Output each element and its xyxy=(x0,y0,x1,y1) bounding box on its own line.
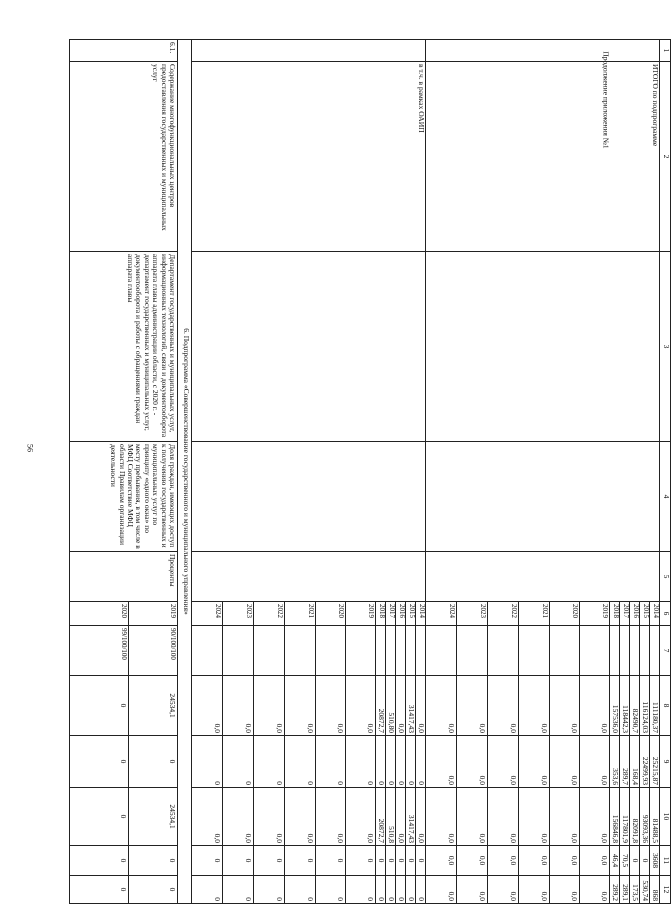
appendix-header-note: Продолжение приложения №1 xyxy=(601,51,611,149)
target-empty xyxy=(457,626,488,676)
item-indicator: Доля граждан, имеющих доступ к получению государственных и муниципальных услуг по принципу «одного окна» по месту пребывания, в том числе в МФЦ Соответствие МФЦ области Правилам организации деятельности xyxy=(70,442,178,552)
federal-cell: 0,0 xyxy=(519,736,550,788)
regional-cell: 0,0 xyxy=(223,788,254,846)
local-cell: 0 xyxy=(406,846,416,876)
local-cell: 0,0 xyxy=(488,846,519,876)
col-num-9: 9 xyxy=(660,736,671,788)
year-cell: 2023 xyxy=(223,602,254,626)
regional-cell: 82091,8 xyxy=(630,788,640,846)
target-empty xyxy=(192,626,223,676)
target-empty xyxy=(346,626,376,676)
total-cell: 0,0 xyxy=(426,676,457,736)
total-cell: 0,0 xyxy=(396,676,406,736)
federal-cell: 25215,87 xyxy=(650,736,660,788)
total-cell: 0,0 xyxy=(550,676,580,736)
total-cell: 111180,37 xyxy=(650,676,660,736)
total-cell: 0,0 xyxy=(192,676,223,736)
year-cell: 2021 xyxy=(519,602,550,626)
item-name: Содержание многофункциональных центров предоставления государственных и муниципальных услуг xyxy=(70,62,178,252)
total-cell: 0,0 xyxy=(457,676,488,736)
target-empty xyxy=(285,626,316,676)
extra-cell: 289,1 xyxy=(620,876,630,904)
regional-cell: 31417,43 xyxy=(406,788,416,846)
item-row xyxy=(129,40,178,904)
local-cell: 0,0 xyxy=(580,846,610,876)
year-cell: 2022 xyxy=(254,602,285,626)
regional-cell: 0,0 xyxy=(396,788,406,846)
target-empty xyxy=(620,626,630,676)
local-cell: 0 xyxy=(396,846,406,876)
extra-cell: 0 xyxy=(386,876,396,904)
total-cell: 0,0 xyxy=(254,676,285,736)
regional-cell: 0,0 xyxy=(457,788,488,846)
row-number-empty xyxy=(192,40,426,62)
extra-cell: 868 xyxy=(650,876,660,904)
budget-table xyxy=(69,39,671,904)
extra-cell: 0,0 xyxy=(426,876,457,904)
federal-cell: 0,0 xyxy=(488,736,519,788)
local-cell: 0 xyxy=(254,846,285,876)
target-empty xyxy=(630,626,640,676)
federal-cell: 0 xyxy=(70,736,129,788)
item-unit: Проценты xyxy=(70,552,178,602)
total-cell: 0,0 xyxy=(316,676,346,736)
total-cell: 157536,0 xyxy=(610,676,620,736)
local-cell: 0 xyxy=(192,846,223,876)
col-num-12: 12 xyxy=(660,876,671,904)
indicator-empty xyxy=(192,442,426,552)
year-cell: 2018 xyxy=(376,602,386,626)
local-cell: 0 xyxy=(630,846,640,876)
extra-cell: 0 xyxy=(406,876,416,904)
local-cell: 0 xyxy=(285,846,316,876)
local-cell: 0 xyxy=(70,846,129,876)
col-num-4: 4 xyxy=(660,442,671,552)
indicator-empty xyxy=(426,442,660,552)
col-num-5: 5 xyxy=(660,552,671,602)
page-number: 56 xyxy=(25,444,35,452)
federal-cell: 289,7 xyxy=(620,736,630,788)
federal-cell: 0,0 xyxy=(426,736,457,788)
target-empty xyxy=(376,626,386,676)
extra-cell: 0,0 xyxy=(580,876,610,904)
subprogram-total-label: ИТОГО по подпрограмме xyxy=(426,62,660,252)
federal-cell: 0 xyxy=(396,736,406,788)
total-cell: 0,0 xyxy=(488,676,519,736)
year-cell: 2021 xyxy=(285,602,316,626)
local-cell: 0 xyxy=(640,846,650,876)
federal-cell: 0 xyxy=(386,736,396,788)
item-number: 6.1. xyxy=(70,40,178,62)
local-cell: 3608 xyxy=(650,846,660,876)
regional-cell: 0,0 xyxy=(192,788,223,846)
row-number-empty xyxy=(426,40,660,62)
regional-cell: 156846,8 xyxy=(610,788,620,846)
col-num-3: 3 xyxy=(660,252,671,442)
year-cell: 2022 xyxy=(488,602,519,626)
local-cell: 0 xyxy=(129,846,178,876)
total-cell: 116124,03 xyxy=(640,676,650,736)
extra-cell: 0,0 xyxy=(488,876,519,904)
year-cell: 2016 xyxy=(630,602,640,626)
total-cell: 0,0 xyxy=(346,676,376,736)
federal-cell: 0,0 xyxy=(457,736,488,788)
total-cell: 0,0 xyxy=(285,676,316,736)
unit-empty xyxy=(426,552,660,602)
federal-cell: 0 xyxy=(316,736,346,788)
extra-cell: 0 xyxy=(223,876,254,904)
regional-cell: 0,0 xyxy=(580,788,610,846)
extra-cell: 0 xyxy=(285,876,316,904)
local-cell: 0,0 xyxy=(457,846,488,876)
extra-cell: 0 xyxy=(416,876,426,904)
extra-cell: 0 xyxy=(129,876,178,904)
year-cell: 2023 xyxy=(457,602,488,626)
federal-cell: 353,6 xyxy=(610,736,620,788)
target-empty xyxy=(396,626,406,676)
rotated-table-container xyxy=(93,39,671,903)
target-empty xyxy=(640,626,650,676)
unit-empty xyxy=(192,552,426,602)
target-empty xyxy=(550,626,580,676)
federal-cell: 0 xyxy=(129,736,178,788)
regional-cell: 117801,9 xyxy=(620,788,630,846)
total-cell: 510,80 xyxy=(386,676,396,736)
local-cell: 70,5 xyxy=(620,846,630,876)
extra-cell: 0 xyxy=(396,876,406,904)
federal-cell: 0,0 xyxy=(550,736,580,788)
col-num-1: 1 xyxy=(660,40,671,62)
executor-empty xyxy=(426,252,660,442)
extra-cell: 0,0 xyxy=(519,876,550,904)
target-empty xyxy=(488,626,519,676)
regional-cell: 0,0 xyxy=(488,788,519,846)
regional-cell: 0 xyxy=(70,788,129,846)
local-cell: 0,0 xyxy=(426,846,457,876)
section-title-row xyxy=(178,40,192,904)
year-cell: 2015 xyxy=(406,602,416,626)
year-cell: 2020 xyxy=(316,602,346,626)
target-empty xyxy=(386,626,396,676)
total-cell: 0,0 xyxy=(519,676,550,736)
col-num-8: 8 xyxy=(660,676,671,736)
federal-cell: 0 xyxy=(192,736,223,788)
year-cell: 2020 xyxy=(550,602,580,626)
target-empty xyxy=(519,626,550,676)
regional-cell: 0,0 xyxy=(550,788,580,846)
item-executor: Департамент государственных и муниципальных услуг, информационных технологий, связи и документооборота аппарата главы администрации области, с 2020 г. - департамент государственных и муниципальных услуг, документооборота и работы с обращениями граждан аппарата главы xyxy=(70,252,178,442)
regional-cell: 0,0 xyxy=(416,788,426,846)
local-cell: 0 xyxy=(386,846,396,876)
regional-cell: 510,8 xyxy=(386,788,396,846)
year-cell: 2024 xyxy=(192,602,223,626)
column-number-row xyxy=(660,40,671,904)
col-num-2: 2 xyxy=(660,62,671,252)
total-cell: 118442,3 xyxy=(620,676,630,736)
local-cell: 0 xyxy=(316,846,346,876)
regional-cell: 0,0 xyxy=(316,788,346,846)
col-num-6: 6 xyxy=(660,602,671,626)
total-cell: 0,0 xyxy=(223,676,254,736)
federal-cell: 22499,93 xyxy=(640,736,650,788)
local-cell: 0 xyxy=(346,846,376,876)
regional-cell: 0,0 xyxy=(519,788,550,846)
regional-cell: 0,0 xyxy=(254,788,285,846)
federal-cell: 0 xyxy=(285,736,316,788)
regional-cell: 20872,7 xyxy=(376,788,386,846)
total-cell: 24534,1 xyxy=(129,676,178,736)
federal-cell: 168,4 xyxy=(630,736,640,788)
total-cell: 20872,7 xyxy=(376,676,386,736)
oaip-label: в т.ч. в рамках ОАИП xyxy=(192,62,426,252)
extra-cell: 0 xyxy=(346,876,376,904)
federal-cell: 0 xyxy=(223,736,254,788)
extra-cell: 0 xyxy=(316,876,346,904)
total-cell: 82490,7 xyxy=(630,676,640,736)
year-cell: 2017 xyxy=(620,602,630,626)
target-empty xyxy=(254,626,285,676)
target-empty xyxy=(406,626,416,676)
total-cell: 31417,43 xyxy=(406,676,416,736)
extra-cell: 0 xyxy=(376,876,386,904)
col-num-10: 10 xyxy=(660,788,671,846)
regional-cell: 0,0 xyxy=(346,788,376,846)
federal-cell: 0 xyxy=(416,736,426,788)
federal-cell: 0 xyxy=(254,736,285,788)
col-num-11: 11 xyxy=(660,846,671,876)
federal-cell: 0 xyxy=(406,736,416,788)
extra-cell: 0,0 xyxy=(457,876,488,904)
target-value: 90/100/100 xyxy=(129,626,178,676)
extra-cell: 289,2 xyxy=(610,876,620,904)
executor-empty xyxy=(192,252,426,442)
section-title: 6. Подпрограмма «Совершенствование государственного и муниципального управления» xyxy=(178,40,192,904)
extra-cell: 530,74 xyxy=(640,876,650,904)
extra-cell: 173,5 xyxy=(630,876,640,904)
federal-cell: 0 xyxy=(376,736,386,788)
year-cell: 2024 xyxy=(426,602,457,626)
target-empty xyxy=(650,626,660,676)
regional-cell: 93093,36 xyxy=(640,788,650,846)
year-cell: 2018 xyxy=(610,602,620,626)
local-cell: 46,4 xyxy=(610,846,620,876)
year-cell: 2020 xyxy=(70,602,129,626)
target-empty xyxy=(426,626,457,676)
extra-cell: 0 xyxy=(70,876,129,904)
table-row xyxy=(650,40,660,904)
total-cell: 0,0 xyxy=(416,676,426,736)
year-cell: 2014 xyxy=(416,602,426,626)
col-num-7: 7 xyxy=(660,626,671,676)
year-cell: 2016 xyxy=(396,602,406,626)
target-empty xyxy=(316,626,346,676)
federal-cell: 0,0 xyxy=(580,736,610,788)
extra-cell: 0 xyxy=(192,876,223,904)
local-cell: 0 xyxy=(416,846,426,876)
local-cell: 0,0 xyxy=(550,846,580,876)
target-empty xyxy=(580,626,610,676)
total-cell: 0,0 xyxy=(580,676,610,736)
extra-cell: 0 xyxy=(254,876,285,904)
table-row xyxy=(416,40,426,904)
regional-cell: 81488,5 xyxy=(650,788,660,846)
extra-cell: 0,0 xyxy=(550,876,580,904)
year-cell: 2019 xyxy=(129,602,178,626)
target-value: 99/100/100 xyxy=(70,626,129,676)
year-cell: 2017 xyxy=(386,602,396,626)
local-cell: 0 xyxy=(223,846,254,876)
target-empty xyxy=(223,626,254,676)
total-cell: 0 xyxy=(70,676,129,736)
regional-cell: 24534,1 xyxy=(129,788,178,846)
target-empty xyxy=(416,626,426,676)
year-cell: 2014 xyxy=(650,602,660,626)
local-cell: 0,0 xyxy=(519,846,550,876)
year-cell: 2015 xyxy=(640,602,650,626)
regional-cell: 0,0 xyxy=(426,788,457,846)
federal-cell: 0 xyxy=(346,736,376,788)
regional-cell: 0,0 xyxy=(285,788,316,846)
target-empty xyxy=(610,626,620,676)
year-cell: 2019 xyxy=(580,602,610,626)
year-cell: 2019 xyxy=(346,602,376,626)
local-cell: 0 xyxy=(376,846,386,876)
